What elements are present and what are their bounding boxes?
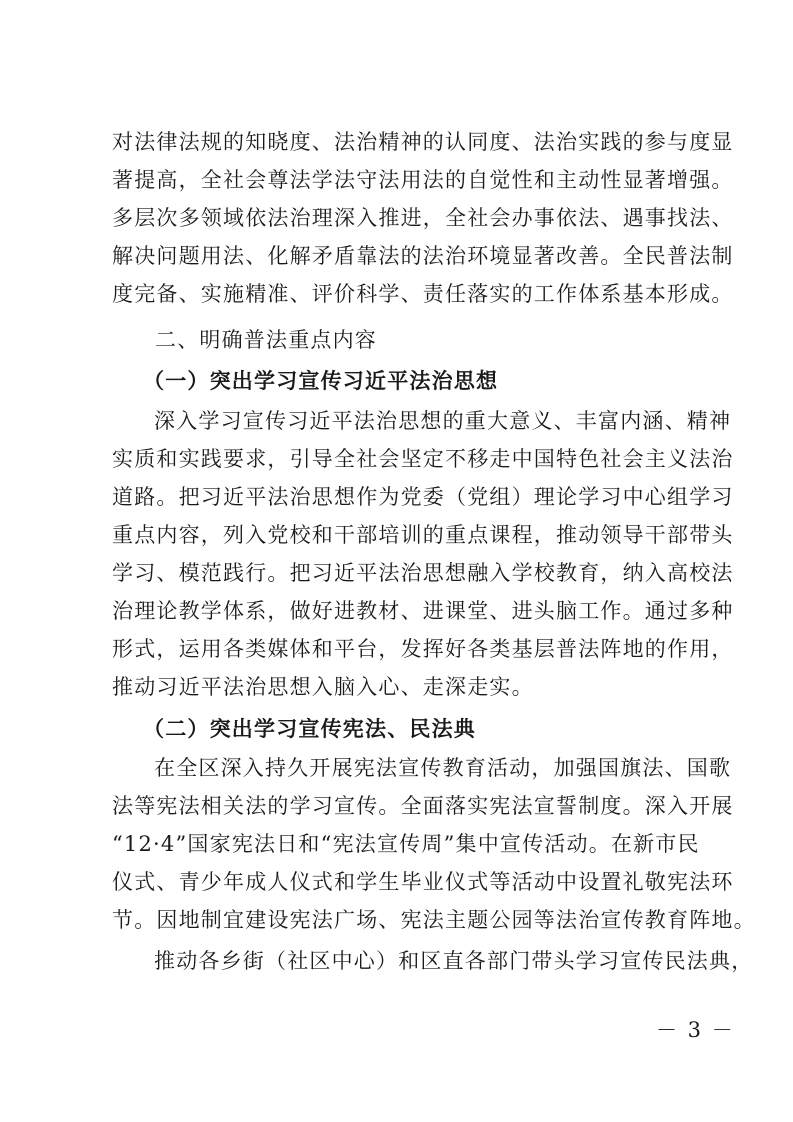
- body-text-line: 深入学习宣传习近平法治思想的重大意义、丰富内涵、精神: [154, 409, 732, 433]
- subsection-heading: （二）突出学习宣传宪法、民法典: [143, 716, 476, 741]
- body-text-line: 多层次多领域依法治理深入推进，全社会办事依法、遇事找法、: [112, 206, 734, 230]
- body-text-line: 学习、模范践行。把习近平法治思想融入学校教育，纳入高校法: [112, 561, 734, 585]
- body-text-line: 节。因地制宜建设宪法广场、宪法主题公园等法治宣传教育阵地。: [112, 908, 756, 932]
- section-heading: 二、明确普法重点内容: [155, 328, 377, 352]
- body-text-line: 道路。把习近平法治思想作为党委（党组）理论学习中心组学习: [112, 485, 734, 509]
- body-text-line: 治理论教学体系，做好进教材、进课堂、进头脑工作。通过多种: [112, 599, 734, 623]
- body-text-line: 对法律法规的知晓度、法治精神的认同度、法治实践的参与度显: [112, 130, 734, 154]
- subsection-heading: （一）突出学习宣传习近平法治思想: [143, 368, 499, 393]
- body-text-line: 度完备、实施精准、评价科学、责任落实的工作体系基本形成。: [112, 282, 734, 306]
- body-text-line: 在全区深入持久开展宪法宣传教育活动，加强国旗法、国歌: [154, 756, 732, 780]
- body-text-line: 仪式、青少年成人仪式和学生毕业仪式等活动中设置礼敬宪法环: [112, 870, 734, 894]
- body-text-line: 推动各乡街（社区中心）和区直各部门带头学习宣传民法典，: [154, 949, 754, 973]
- body-text-line: 著提高，全社会尊法学法守法用法的自觉性和主动性显著增强。: [112, 168, 734, 192]
- body-text-line: 实质和实践要求，引导全社会坚定不移走中国特色社会主义法治: [112, 447, 734, 471]
- page-number: － 3 －: [656, 1018, 735, 1042]
- body-text-line: “12·4”国家宪法日和“宪法宣传周”集中宣传活动。在新市民: [112, 832, 700, 856]
- body-text-line: 形式，运用各类媒体和平台，发挥好各类基层普法阵地的作用，: [112, 637, 734, 661]
- body-text-line: 法等宪法相关法的学习宣传。全面落实宪法宣誓制度。深入开展: [112, 794, 734, 818]
- body-text-line: 推动习近平法治思想入脑入心、走深走实。: [112, 675, 534, 699]
- body-text-line: 重点内容，列入党校和干部培训的重点课程，推动领导干部带头: [112, 523, 734, 547]
- body-text-line: 解决问题用法、化解矛盾靠法的法治环境显著改善。全民普法制: [112, 244, 734, 268]
